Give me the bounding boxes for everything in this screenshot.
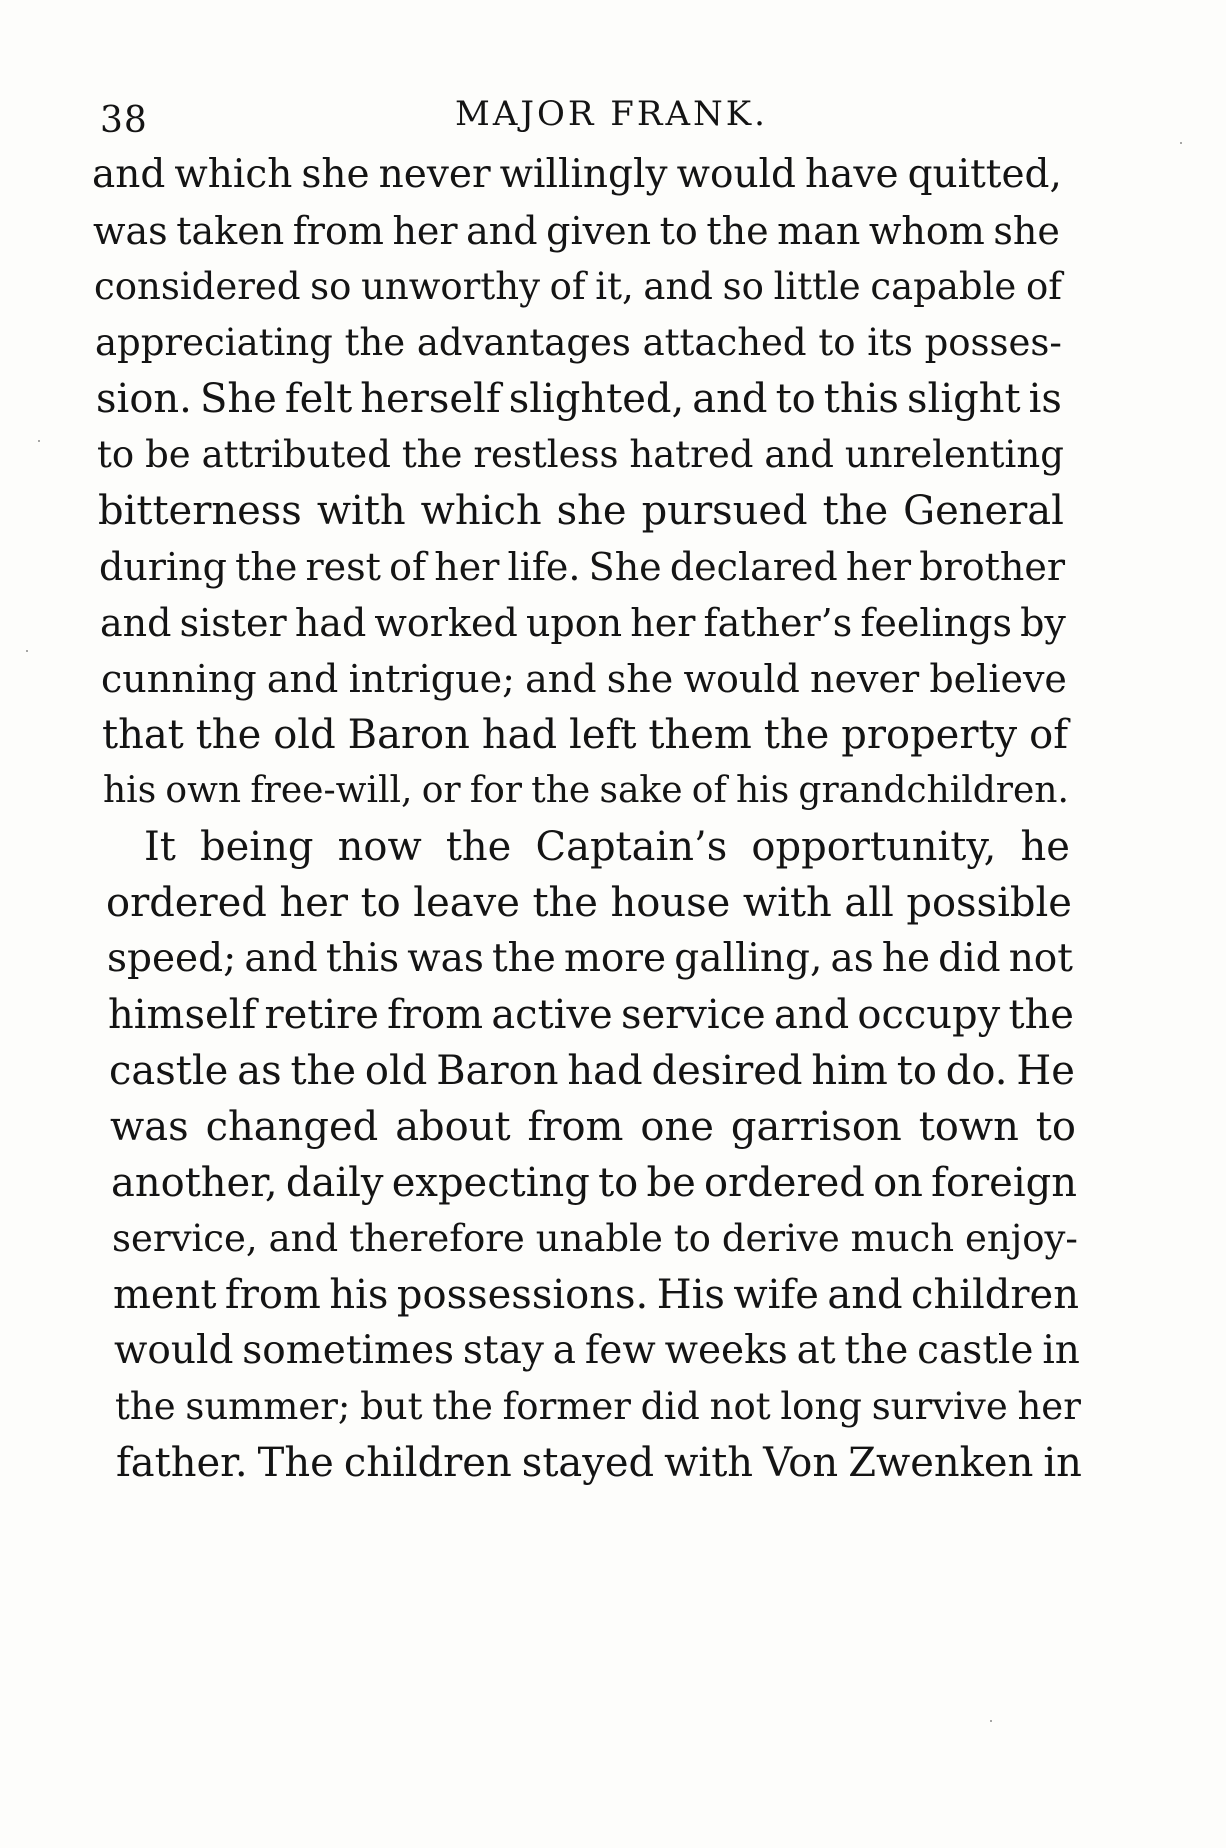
word: her	[279, 880, 349, 926]
word: the	[115, 1385, 176, 1428]
word: house	[610, 880, 731, 926]
word: the	[344, 321, 406, 364]
paper-speck	[1180, 142, 1182, 144]
word: with	[316, 488, 406, 534]
word: slighted,	[508, 376, 685, 422]
word: himself	[108, 992, 257, 1038]
word: from	[292, 209, 384, 253]
word: Baron	[436, 1048, 559, 1094]
word: and	[92, 152, 166, 197]
word: quitted,	[907, 152, 1062, 197]
word: about	[395, 1104, 511, 1150]
word: would	[676, 152, 796, 197]
word: old	[273, 712, 336, 758]
word: changed	[205, 1104, 379, 1150]
word: was	[407, 936, 484, 981]
word: of	[1029, 712, 1068, 758]
text-line	[101, 656, 1067, 704]
text-line	[94, 264, 1062, 312]
word: therefore	[349, 1217, 525, 1260]
word: feelings	[860, 601, 1012, 645]
word: cunning	[101, 657, 257, 701]
word: declared	[669, 545, 838, 589]
word: of	[389, 545, 427, 589]
word: father.	[116, 1440, 248, 1486]
word: herself	[360, 376, 501, 422]
word: another,	[111, 1160, 278, 1206]
word: His	[656, 1272, 725, 1318]
word: believe	[929, 657, 1067, 701]
word: from	[387, 992, 484, 1038]
word: to	[896, 1048, 937, 1094]
word: which	[174, 152, 293, 197]
word: was	[110, 1104, 189, 1150]
word: being	[200, 824, 314, 870]
word: to	[673, 1217, 711, 1260]
text-line	[93, 208, 1060, 256]
paper-speck	[26, 650, 28, 652]
word: retire	[264, 992, 379, 1038]
word: life.	[507, 545, 581, 589]
word: to	[659, 209, 698, 253]
word: General	[903, 488, 1064, 534]
word: him	[811, 1048, 888, 1094]
word: so	[310, 265, 352, 308]
word: children	[343, 1440, 512, 1486]
word: sister	[179, 601, 287, 645]
word: she	[556, 488, 627, 534]
word: upon	[525, 601, 623, 645]
word: restless	[473, 433, 619, 476]
word: not	[1008, 936, 1073, 981]
word: never	[810, 657, 920, 701]
text-line	[98, 488, 1064, 536]
word: given	[546, 209, 652, 253]
text-line	[99, 544, 1065, 592]
text-line	[108, 992, 1074, 1040]
word: her	[845, 545, 912, 589]
word: appreciating	[95, 321, 333, 364]
word: castle	[109, 1048, 229, 1094]
text-line	[95, 320, 1062, 368]
word: She	[199, 376, 277, 422]
text-line	[114, 1328, 1080, 1376]
word: with	[664, 1440, 754, 1486]
word: as	[237, 1048, 282, 1094]
word: his	[736, 770, 790, 811]
text-line	[106, 880, 1072, 928]
word: ordered	[106, 880, 267, 926]
word: in	[1042, 1328, 1080, 1373]
word: as	[830, 936, 874, 981]
text-line	[100, 600, 1066, 648]
word: the	[532, 880, 598, 926]
word: slight	[907, 376, 1021, 422]
word: worked	[374, 601, 518, 645]
word: the	[1008, 992, 1074, 1038]
text-line	[113, 1272, 1079, 1320]
word: had	[294, 601, 367, 645]
word: her	[630, 601, 696, 645]
paper-speck	[38, 440, 40, 442]
text-line	[97, 432, 1064, 480]
word: pursued	[641, 488, 808, 534]
word: active	[491, 992, 613, 1038]
text-line	[103, 768, 1069, 816]
word: did	[640, 1385, 700, 1428]
word: capable	[870, 265, 1017, 308]
word: sake	[599, 770, 683, 811]
word: the	[763, 712, 830, 758]
page-number: 38	[100, 100, 148, 141]
word: had	[481, 712, 558, 758]
word: have	[805, 152, 899, 197]
word: former	[502, 1385, 631, 1428]
word: enjoy-	[965, 1217, 1078, 1260]
word: man	[777, 209, 861, 253]
word: sometimes	[242, 1328, 455, 1373]
word: of	[1025, 265, 1062, 308]
text-line	[116, 1440, 1082, 1488]
word: so	[722, 265, 764, 308]
word: its	[867, 321, 913, 364]
text-line	[107, 936, 1073, 984]
word: the	[531, 770, 591, 811]
word: the	[290, 1048, 356, 1094]
word: them	[648, 712, 752, 758]
word: the	[432, 1385, 493, 1428]
word: He	[1016, 1048, 1075, 1094]
word: and	[268, 1217, 339, 1260]
word: or	[421, 770, 461, 811]
word: her	[434, 545, 500, 589]
word: of	[691, 770, 727, 811]
word: and	[692, 376, 768, 422]
word: which	[420, 488, 542, 534]
word: little	[773, 265, 861, 308]
word: foreign	[931, 1160, 1077, 1206]
word: was	[93, 209, 168, 253]
word: stay	[462, 1328, 544, 1373]
word: desired	[651, 1048, 803, 1094]
word: hatred	[629, 433, 754, 476]
word: did	[938, 936, 1001, 981]
word: would	[683, 657, 800, 701]
word: Zwenken	[848, 1440, 1034, 1486]
word: to	[818, 321, 856, 364]
word: speed;	[107, 936, 237, 981]
word: the	[706, 209, 769, 253]
word: during	[99, 545, 227, 589]
word: and	[827, 1272, 903, 1318]
word: possessions.	[396, 1272, 649, 1318]
word: at	[796, 1328, 836, 1373]
word: more	[563, 936, 667, 981]
word: do.	[945, 1048, 1008, 1094]
text-line	[144, 824, 1070, 872]
word: expecting	[391, 1160, 590, 1206]
word: summer;	[185, 1385, 351, 1428]
word: never	[378, 152, 491, 197]
word: survive	[871, 1385, 1008, 1428]
word: the	[401, 433, 463, 476]
word: brother	[919, 545, 1065, 589]
word: much	[850, 1217, 955, 1260]
word: the	[822, 488, 889, 534]
word: from	[527, 1104, 624, 1150]
word: for	[469, 770, 523, 811]
word: occupy	[857, 992, 1001, 1038]
text-line	[115, 1384, 1081, 1432]
word: one	[640, 1104, 714, 1150]
text-line	[96, 376, 1062, 424]
word: considered	[94, 265, 301, 308]
word: free-will,	[250, 770, 413, 811]
word: her	[392, 209, 458, 253]
word: derive	[721, 1217, 840, 1260]
word: his	[329, 1272, 389, 1318]
word: Baron	[347, 712, 470, 758]
word: possible	[906, 880, 1072, 926]
word: now	[337, 824, 422, 870]
word: She	[588, 545, 662, 589]
word: the	[445, 824, 512, 870]
word: grandchildren.	[798, 770, 1069, 811]
word: unworthy	[361, 265, 540, 308]
text-line	[110, 1104, 1076, 1152]
word: to	[97, 433, 135, 476]
word: rest	[305, 545, 381, 589]
word: to	[598, 1160, 639, 1206]
word: taken	[176, 209, 285, 253]
word: whom	[868, 209, 985, 253]
word: old	[364, 1048, 428, 1094]
text-line	[102, 712, 1068, 760]
word: would	[114, 1328, 234, 1373]
word: left	[569, 712, 637, 758]
word: opportunity,	[751, 824, 997, 870]
word: in	[1043, 1440, 1082, 1486]
word: all	[844, 880, 894, 926]
word: and	[773, 992, 850, 1038]
word: and	[525, 657, 597, 701]
word: stayed	[521, 1440, 655, 1486]
word: from	[224, 1272, 321, 1318]
text-line	[111, 1160, 1077, 1208]
word: a	[552, 1328, 576, 1373]
word: It	[144, 824, 176, 870]
word: to	[1035, 1104, 1076, 1150]
word: the	[195, 712, 262, 758]
word: long	[780, 1385, 862, 1428]
word: be	[145, 433, 191, 476]
text-line	[92, 152, 1062, 200]
word: few	[584, 1328, 656, 1373]
word: unable	[535, 1217, 663, 1260]
word: leave	[413, 880, 520, 926]
running-title: MAJOR FRANK.	[455, 94, 768, 134]
word: with	[742, 880, 832, 926]
word: unrelenting	[844, 433, 1064, 476]
word: daily	[285, 1160, 384, 1206]
word: on	[873, 1160, 923, 1206]
word: to	[360, 880, 401, 926]
word: felt	[284, 376, 353, 422]
word: own	[165, 770, 242, 811]
word: but	[360, 1385, 423, 1428]
word: property	[841, 712, 1018, 758]
word: intrigue;	[348, 657, 515, 701]
word: not	[709, 1385, 771, 1428]
word: willingly	[499, 152, 668, 197]
word: to	[775, 376, 816, 422]
word: attributed	[201, 433, 391, 476]
word: and	[244, 936, 318, 981]
word: he	[1020, 824, 1070, 870]
word: service	[620, 992, 766, 1038]
word: he	[881, 936, 931, 981]
word: is	[1028, 376, 1062, 422]
word: and	[266, 657, 339, 701]
word: by	[1020, 601, 1066, 645]
word: sion.	[96, 376, 192, 422]
word: she	[301, 152, 370, 197]
word: and	[466, 209, 538, 253]
word: the	[844, 1328, 909, 1373]
word: the	[491, 936, 556, 981]
word: father’s	[703, 601, 853, 645]
word: and	[764, 433, 834, 476]
word: and	[100, 601, 172, 645]
word: be	[646, 1160, 696, 1206]
word: of	[549, 265, 586, 308]
word: Captain’s	[535, 824, 728, 870]
word: this	[325, 936, 400, 981]
word: galling,	[674, 936, 823, 981]
text-line	[112, 1216, 1078, 1264]
word: bitterness	[98, 488, 302, 534]
word: the	[235, 545, 298, 589]
word: garrison	[730, 1104, 902, 1150]
word: attached	[642, 321, 807, 364]
word: his	[103, 770, 157, 811]
word: this	[823, 376, 899, 422]
paper-speck	[990, 1720, 992, 1722]
word: weeks	[664, 1328, 788, 1373]
text-line	[109, 1048, 1075, 1096]
word: had	[567, 1048, 643, 1094]
word: it,	[595, 265, 634, 308]
word: wife	[733, 1272, 819, 1318]
word: and	[643, 265, 713, 308]
word: ment	[113, 1272, 217, 1318]
word: The	[257, 1440, 334, 1486]
word: she	[993, 209, 1060, 253]
word: ordered	[703, 1160, 865, 1206]
word: posses-	[924, 321, 1062, 364]
word: Von	[763, 1440, 839, 1486]
word: town	[918, 1104, 1019, 1150]
word: service,	[112, 1217, 258, 1260]
word: that	[102, 712, 184, 758]
word: children	[911, 1272, 1079, 1318]
word: she	[606, 657, 674, 701]
word: castle	[917, 1328, 1034, 1373]
word: her	[1017, 1385, 1081, 1428]
word: advantages	[416, 321, 631, 364]
